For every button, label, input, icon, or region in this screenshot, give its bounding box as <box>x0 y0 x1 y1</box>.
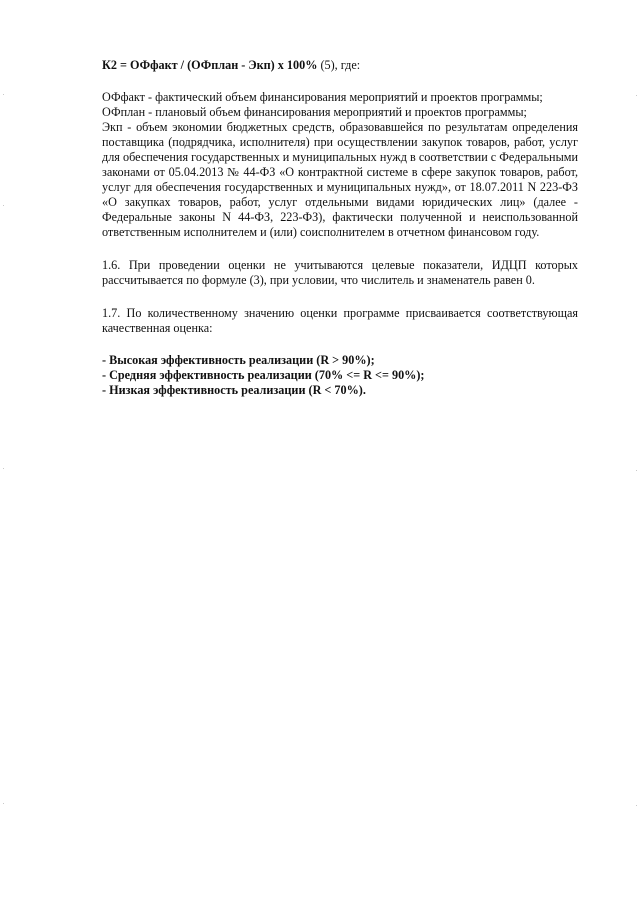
paragraph-1-6-text: 1.6. При проведении оценки не учитываются целевые показатели, ИДЦП которых рассчитывается по формуле (3), при условии, что числитель и знаменатель равен 0. <box>102 258 578 287</box>
formula-k2 <box>102 58 578 73</box>
definition-ekp <box>102 120 578 240</box>
scan-edge-mark <box>3 803 4 804</box>
scan-edge-mark <box>3 94 4 95</box>
scan-edge-mark <box>3 205 4 206</box>
rating-low: - Низкая эффективность реализации (R < 70%). <box>102 383 366 397</box>
spacer <box>102 288 578 306</box>
definition-ekp-text: Экп - объем экономии бюджетных средств, образовавшейся по результатам определения поставщика (подрядчика, исполнителя) при осуществлении закупок товаров, работ, услуг для обеспечения государственных и муниципальных нужд в соответствии с Федеральными законами от 05.04.2013 № 44-ФЗ «О контрактной системе в сфере закупок товаров, работ, услуг для обеспечения государственных и муниципальных нужд», от 18.07.2011 N 223-ФЗ «О закупках товаров, работ, услуг отдельными видами юридических лиц» (далее - Федеральные законы N 44-ФЗ, 223-ФЗ), фактически полученной и неиспользованной ответственным исполнителем и (или) соисполнителем в отчетном финансовом году. <box>102 120 578 239</box>
formula-bold: К2 = ОФфакт / (ОФплан - Экп) х 100% <box>102 58 318 72</box>
paragraph-1-6 <box>102 258 578 288</box>
paragraph-1-7-text: 1.7. По количественному значению оценки программе присваивается соответствующая качественная оценка: <box>102 306 578 335</box>
rating-high: - Высокая эффективность реализации (R > 90%); <box>102 353 375 367</box>
rating-medium: - Средняя эффективность реализации (70% <= R <= 90%); <box>102 368 425 382</box>
rating-list <box>102 353 578 398</box>
definition-offakt: ОФфакт - фактический объем финансирования мероприятий и проектов программы; <box>102 90 543 104</box>
scan-edge-mark <box>636 805 637 806</box>
formula-suffix: (5), где: <box>317 58 361 72</box>
definition-ofplan: ОФплан - плановый объем финансирования мероприятий и проектов программы; <box>102 105 527 119</box>
paragraph-1-7 <box>102 306 578 336</box>
spacer <box>102 240 578 258</box>
scan-edge-mark <box>3 468 4 469</box>
scan-edge-mark <box>636 470 637 471</box>
scan-edge-mark <box>636 95 637 96</box>
spacer <box>102 336 578 353</box>
document-body <box>102 58 578 398</box>
